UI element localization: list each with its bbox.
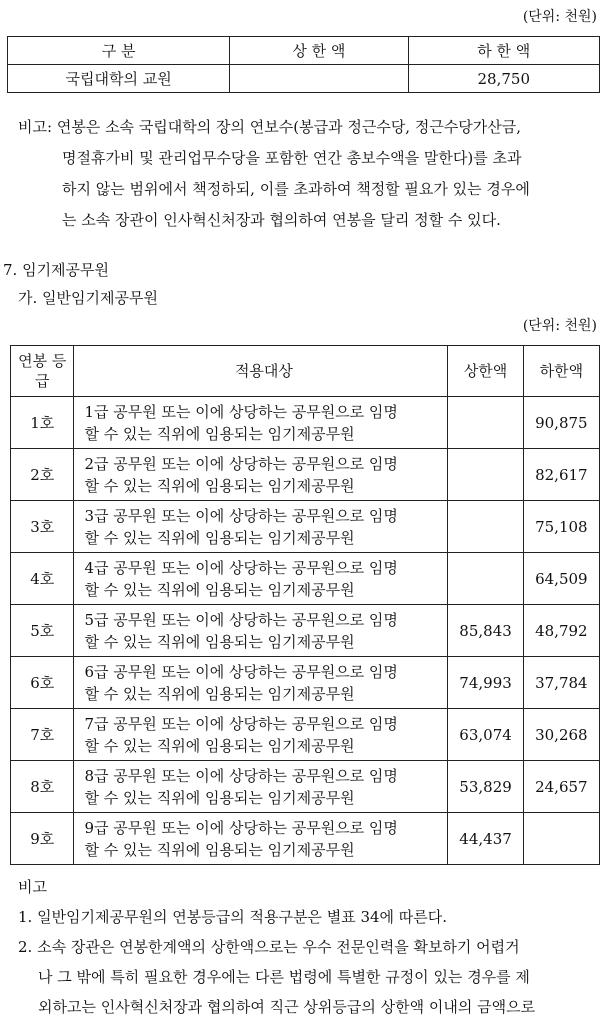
table-row xyxy=(8,65,600,93)
target-line: 할 수 있는 직위에 임용되는 임기제공무원 xyxy=(84,736,355,755)
cell-grade: 5호 xyxy=(11,605,74,657)
table-note xyxy=(18,112,603,236)
fixed-term-salary-table xyxy=(10,345,600,865)
table-row xyxy=(11,449,600,501)
header-target: 적용대상 xyxy=(74,346,448,397)
target-line: 2급 공무원 또는 이에 상당하는 공무원으로 임명 xyxy=(84,454,398,473)
cell-upper: 44,437 xyxy=(448,813,523,865)
table-row xyxy=(11,813,600,865)
cell-lower: 37,784 xyxy=(523,657,599,709)
cell-grade: 6호 xyxy=(11,657,74,709)
note-line: 하지 않는 범위에서 책정하되, 이를 초과하여 책정할 필요가 있는 경우에 xyxy=(62,180,530,198)
cell-lower: 90,875 xyxy=(523,397,599,449)
header-lower: 하한액 xyxy=(523,346,599,397)
header-upper: 상한액 xyxy=(448,346,523,397)
cell-target xyxy=(74,761,448,813)
cell-upper: 74,993 xyxy=(448,657,523,709)
cell-target xyxy=(74,605,448,657)
section-heading: 7. 임기제공무원 xyxy=(3,261,110,279)
note-item-2-line: 나 그 밖에 특히 필요한 경우에는 다른 법령에 특별한 규정이 있는 경우를 제 xyxy=(38,968,530,986)
notes-title: 비고 xyxy=(18,878,47,896)
target-line: 할 수 있는 직위에 임용되는 임기제공무원 xyxy=(84,528,355,547)
cell-target xyxy=(74,501,448,553)
cell-target xyxy=(74,709,448,761)
cell-lower: 28,750 xyxy=(408,65,599,93)
cell-target xyxy=(74,397,448,449)
note-line: 는 소속 장관이 인사혁신처장과 협의하여 연봉을 달리 정할 수 있다. xyxy=(62,211,501,229)
notes-section xyxy=(18,872,603,1022)
subsection-heading: 가. 일반임기제공무원 xyxy=(18,289,158,307)
note-item-1: 1. 일반임기제공무원의 연봉등급의 적용구분은 별표 34에 따른다. xyxy=(18,908,448,926)
header-lower: 하 한 액 xyxy=(408,37,599,65)
target-line: 할 수 있는 직위에 임용되는 임기제공무원 xyxy=(84,424,355,443)
target-line: 1급 공무원 또는 이에 상당하는 공무원으로 임명 xyxy=(84,402,398,421)
cell-upper xyxy=(448,449,523,501)
target-line: 할 수 있는 직위에 임용되는 임기제공무원 xyxy=(84,684,355,703)
cell-lower: 82,617 xyxy=(523,449,599,501)
cell-upper xyxy=(448,553,523,605)
target-line: 8급 공무원 또는 이에 상당하는 공무원으로 임명 xyxy=(84,766,398,785)
cell-upper xyxy=(448,501,523,553)
target-line: 3급 공무원 또는 이에 상당하는 공무원으로 임명 xyxy=(84,506,398,525)
cell-target xyxy=(74,657,448,709)
note-line: 비고: 연봉은 소속 국립대학의 장의 연보수(봉급과 정근수당, 정근수당가산금, xyxy=(18,118,522,136)
header-grade: 연봉 등급 xyxy=(11,346,74,397)
cell-grade: 8호 xyxy=(11,761,74,813)
cell-upper xyxy=(448,397,523,449)
header-category: 구 분 xyxy=(8,37,230,65)
cell-lower: 24,657 xyxy=(523,761,599,813)
faculty-salary-table xyxy=(7,36,600,93)
target-line: 9급 공무원 또는 이에 상당하는 공무원으로 임명 xyxy=(84,818,398,837)
target-line: 할 수 있는 직위에 임용되는 임기제공무원 xyxy=(84,580,355,599)
cell-grade: 1호 xyxy=(11,397,74,449)
cell-lower: 75,108 xyxy=(523,501,599,553)
note-label: 비고: xyxy=(18,118,53,136)
cell-grade: 9호 xyxy=(11,813,74,865)
cell-lower: 48,792 xyxy=(523,605,599,657)
cell-grade: 4호 xyxy=(11,553,74,605)
cell-upper: 85,843 xyxy=(448,605,523,657)
table-row xyxy=(11,709,600,761)
cell-target xyxy=(74,813,448,865)
cell-lower xyxy=(523,813,599,865)
cell-lower: 64,509 xyxy=(523,553,599,605)
target-line: 5급 공무원 또는 이에 상당하는 공무원으로 임명 xyxy=(84,610,398,629)
cell-upper: 63,074 xyxy=(448,709,523,761)
header-upper: 상 한 액 xyxy=(230,37,408,65)
table-row xyxy=(11,553,600,605)
cell-target xyxy=(74,553,448,605)
note-line: 명절휴가비 및 관리업무수당을 포함한 연간 총보수액을 말한다)를 초과 xyxy=(62,149,522,167)
table-header-row xyxy=(11,346,600,397)
target-line: 할 수 있는 직위에 임용되는 임기제공무원 xyxy=(84,632,355,651)
target-line: 7급 공무원 또는 이에 상당하는 공무원으로 임명 xyxy=(84,714,398,733)
cell-upper xyxy=(230,65,408,93)
target-line: 6급 공무원 또는 이에 상당하는 공무원으로 임명 xyxy=(84,662,398,681)
cell-grade: 2호 xyxy=(11,449,74,501)
table-row xyxy=(11,761,600,813)
table-header-row xyxy=(8,37,600,65)
unit-label: (단위: 천원) xyxy=(522,318,597,334)
table-row xyxy=(11,657,600,709)
table-row xyxy=(11,605,600,657)
table-row xyxy=(11,501,600,553)
target-line: 4급 공무원 또는 이에 상당하는 공무원으로 임명 xyxy=(84,558,398,577)
cell-category: 국립대학의 교원 xyxy=(8,65,230,93)
cell-lower: 30,268 xyxy=(523,709,599,761)
cell-upper: 53,829 xyxy=(448,761,523,813)
cell-grade: 3호 xyxy=(11,501,74,553)
target-line: 할 수 있는 직위에 임용되는 임기제공무원 xyxy=(84,476,355,495)
unit-label: (단위: 천원) xyxy=(522,9,597,25)
note-item-2-line: 2. 소속 장관은 연봉한계액의 상한액으로는 우수 전문인력을 확보하기 어렵거 xyxy=(18,938,520,956)
cell-target xyxy=(74,449,448,501)
target-line: 할 수 있는 직위에 임용되는 임기제공무원 xyxy=(84,840,355,859)
cell-grade: 7호 xyxy=(11,709,74,761)
target-line: 할 수 있는 직위에 임용되는 임기제공무원 xyxy=(84,788,355,807)
note-item-2-line: 외하고는 인사혁신처장과 협의하여 직근 상위등급의 상한액 이내의 금액으로 xyxy=(38,998,536,1016)
table-row xyxy=(11,397,600,449)
